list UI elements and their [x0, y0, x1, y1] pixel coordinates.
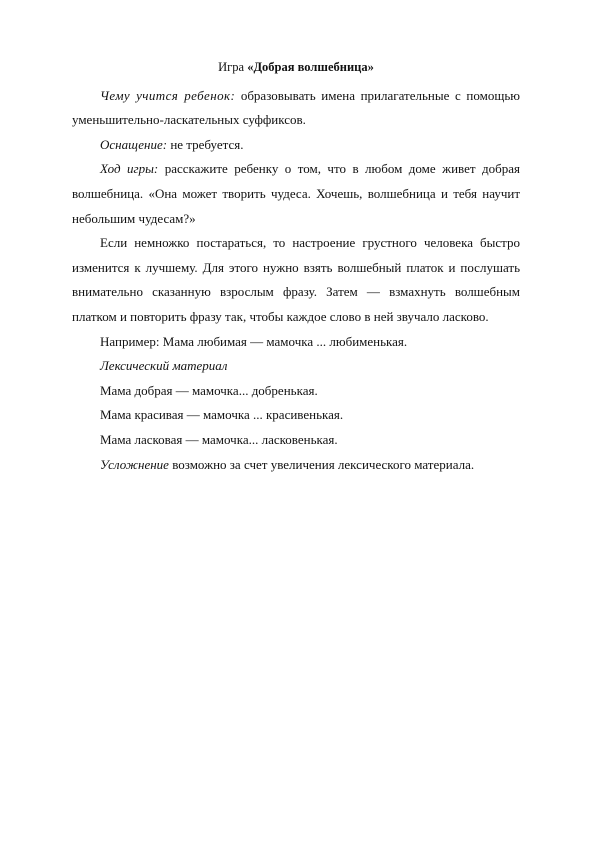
title-prefix: Игра — [218, 60, 248, 74]
goal-paragraph — [72, 84, 520, 133]
page-title — [72, 55, 520, 80]
lexical-label: Лексический материал — [100, 358, 228, 374]
title-bold: «Добрая волшебница» — [247, 60, 374, 74]
lexical-item: Мама красивая — мамочка ... красивенькая. — [100, 407, 344, 423]
goal-label: Чему учится ребенок: — [100, 87, 236, 103]
complication-label: Усложнение — [100, 456, 169, 472]
document-body — [72, 55, 520, 477]
complication-text: возможно за счет увеличения лексического материала. — [168, 456, 475, 472]
process-paragraph — [72, 157, 520, 231]
lexical-item: Мама добрая — мамочка... добренькая. — [100, 382, 318, 398]
equipment-paragraph — [72, 133, 520, 158]
process-label: Ход игры: — [100, 161, 159, 177]
example-paragraph: Например: Мама любимая — мамочка ... любименькая. — [100, 333, 408, 349]
process-text: расскажите ребенку о том, что в любом доме живет добрая волшебница. «Она может творить чудеса. Хочешь, волшебница и тебя научит небольшим чудесам?» — [72, 161, 520, 226]
goal-text: образовывать имена прилагательные с помощью уменьшительно-ласкательных суффиксов. — [72, 87, 520, 128]
equipment-text: не требуется. — [167, 136, 244, 152]
complication-paragraph — [72, 453, 520, 478]
lexical-item: Мама ласковая — мамочка... ласковенькая. — [100, 431, 338, 447]
equipment-label: Оснащение: — [100, 136, 168, 152]
main-paragraph: Если немножко постараться, то настроение грустного человека быстро изменится к лучшему. Для этого нужно взять волшебный платок и послушать внимательно сказанную взрослым фразу. Затем — взмахнуть волшебным платком и повторить фразу так, чтобы каждое слово в ней звучало ласково. — [72, 235, 520, 324]
